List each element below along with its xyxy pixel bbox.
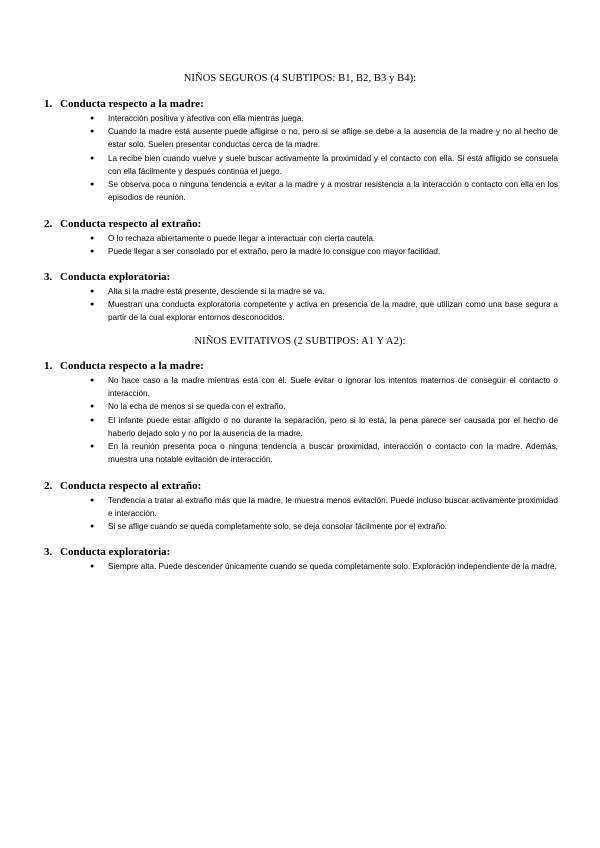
bullet-icon: ● [90,416,95,424]
heading-number: 2. [44,218,53,230]
avoidant-section-title: NIÑOS EVITATIVOS (2 SUBTIPOS: A1 Y A2): [194,336,406,347]
bullet-icon: ● [90,377,95,384]
list-item-text: Interacción positiva y afectiva con ella mientras juega. [108,114,304,123]
heading-number: 2. [44,480,53,492]
list-item-text: No la echa de menos si se queda con el extraño. [108,402,286,412]
heading-text: Conducta respecto al extraño: [60,480,202,492]
list-item-text: Muestran una conducta exploratoria competente y activa en presencia de la madre, que utilizan como una base segura a partir de la cual explorar entornos desconocidos. [108,300,558,323]
bullet-icon: ● [90,128,95,136]
bullet-list [0,560,600,573]
heading-text: Conducta exploratoria: [60,271,171,283]
secure-stranger-heading [0,217,600,232]
avoidant-mother-heading [0,359,600,374]
heading-number: 1. [44,360,53,372]
bullet-list [0,285,600,325]
bullet-icon: ● [90,288,95,295]
list-item-text: En la reunión presenta poca o ninguna tendencia a buscar proximidad, interacción o contacto con la madre. Además, muestra una notable evitación de interacción. [108,442,558,465]
list-item [0,245,600,258]
list-item [0,520,600,533]
heading-number: 3. [44,271,53,283]
list-item-text: Si se aflige cuando se queda completamente solo, se deja consolar fácilmente por el extraño. [108,522,448,532]
list-item [0,560,600,573]
list-item [0,178,600,204]
list-item-text: Alta si la madre está presente, desciende si la madre se va. [108,287,325,296]
list-item [0,400,600,413]
list-item [0,232,600,245]
avoidant-stranger-block [0,479,600,534]
bullet-list [0,112,600,204]
bullet-list [0,494,600,534]
bullet-icon: ● [90,403,95,411]
bullet-icon: ● [90,443,95,451]
list-item-text: Puede llegar a ser consolado por el extraño, pero la madre lo consigue con mayor facilidad. [108,247,441,257]
secure-stranger-block [0,217,600,258]
bullet-icon: ● [90,154,95,162]
bullet-list [0,232,600,258]
list-item [0,285,600,298]
avoidant-stranger-heading [0,479,600,494]
secure-section-title: NIÑOS SEGUROS (4 SUBTIPOS: B1, B2, B3 y B4): [183,73,417,84]
list-item-text: No hace caso a la madre mientras está con él. Suele evitar o ignorar los intentos maternos de conseguir el contacto o interacción. [108,376,558,399]
secure-exploration-heading [0,270,600,285]
secure-mother-block [0,97,600,204]
bullet-icon: ● [90,115,95,122]
list-item [0,494,600,520]
bullet-icon: ● [90,301,95,309]
list-item-text: Tendencia a tratar al extraño más que la madre, le muestra menos evitación. Puede incluso buscar activamente proximidad e interacción. [108,496,558,519]
avoidant-mother-block [0,359,600,466]
bullet-icon: ● [90,181,95,189]
list-item [0,374,600,400]
bullet-icon: ● [90,523,95,531]
bullet-icon: ● [90,563,95,570]
list-item [0,125,600,151]
list-item-text: Se observa poca o ninguna tendencia a evitar a la madre y a mostrar resistencia a la interacción o contacto con ella en los episodios de reunión. [108,180,558,203]
heading-text: Conducta respecto al extraño: [60,218,202,230]
list-item [0,112,600,125]
secure-exploration-block [0,270,600,325]
list-item-text: El infante puede estar afligido o no durante la separación, pero si lo está, la pena parece ser causada por el hecho de haberlo dejado solo y no por la ausencia de la madre. [108,415,558,438]
avoidant-exploration-heading [0,545,600,560]
heading-text: Conducta respecto a la madre: [60,360,204,372]
list-item [0,298,600,324]
heading-text: Conducta respecto a la madre: [60,98,204,110]
list-item [0,414,600,440]
bullet-icon: ● [90,497,95,504]
secure-mother-heading [0,97,600,112]
heading-number: 1. [44,98,53,110]
heading-number: 3. [44,546,53,558]
list-item-text: La recibe bien cuando vuelve y suele buscar activamente la proximidad y el contacto con ella. Si está afligido se consuela con ella fácilmente y después continúa el juego. [108,153,558,176]
bullet-icon: ● [90,235,95,242]
list-item-text: Siempre alta. Puede descender únicamente cuando se queda completamente solo. Exploración independiente de la madre. [108,562,557,571]
bullet-list [0,374,600,466]
list-item-text: O lo rechaza abiertamente o puede llegar a interactuar con cierta cautela. [108,234,376,243]
avoidant-exploration-block [0,545,600,573]
list-item [0,152,600,178]
list-item-text: Cuando la madre está ausente puede afligirse o no, pero si se aflige se debe a la ausencia de la madre y no al hecho de estar solo. Suelen presentar conductas cerca de la madre. [108,127,558,150]
list-item [0,440,600,466]
bullet-icon: ● [90,248,95,256]
heading-text: Conducta exploratoria: [60,546,171,558]
